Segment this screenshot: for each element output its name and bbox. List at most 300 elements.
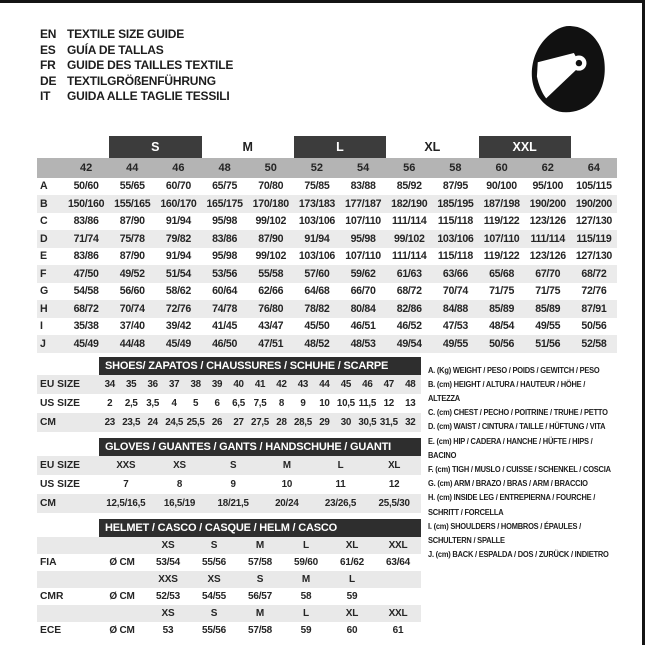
size-value: 48/54 bbox=[489, 320, 515, 333]
table-cell: S bbox=[237, 571, 283, 588]
row-label: J bbox=[40, 337, 46, 350]
table-cell: 16,5/19 bbox=[153, 494, 207, 513]
size-value: 57/60 bbox=[304, 267, 330, 280]
table-cell: 28 bbox=[271, 413, 292, 432]
legend-item: F. (cm) TIGH / MUSLO / CUISSE / SCHENKEL / COSCIA bbox=[428, 463, 611, 474]
column-header: 58 bbox=[449, 161, 462, 174]
table-cell: 59 bbox=[346, 590, 358, 602]
table-cell: 20/24 bbox=[260, 494, 314, 513]
column-header: 48 bbox=[218, 161, 231, 174]
size-value: 46/50 bbox=[212, 337, 238, 350]
size-value: 62/66 bbox=[258, 285, 284, 298]
size-value: 50/60 bbox=[73, 180, 99, 193]
column-header: 52 bbox=[310, 161, 324, 174]
table-cell: 61 bbox=[392, 624, 404, 636]
table-cell: 43 bbox=[292, 375, 313, 394]
table-cell: M bbox=[237, 537, 283, 554]
table-cell: 53/54 bbox=[155, 556, 181, 568]
size-value: 74/78 bbox=[212, 302, 238, 315]
table-cell: L bbox=[314, 456, 368, 475]
table-cell: 57/58 bbox=[247, 556, 273, 568]
measurement-legend bbox=[428, 363, 614, 562]
helmet-size-table bbox=[37, 519, 421, 639]
row-label: I bbox=[40, 320, 43, 333]
size-value: 53/56 bbox=[212, 267, 238, 280]
table-cell: L bbox=[283, 605, 329, 622]
size-value: 65/68 bbox=[489, 267, 515, 280]
size-value: 71/74 bbox=[73, 232, 99, 245]
size-value: 182/190 bbox=[391, 197, 428, 210]
size-value: 103/106 bbox=[298, 250, 336, 263]
size-row-i bbox=[37, 318, 617, 336]
table-row bbox=[37, 571, 421, 588]
column-header-row bbox=[37, 158, 617, 178]
legend-item: C. (cm) CHEST / PECHO / POITRINE / TRUHE / PETTO bbox=[428, 407, 608, 418]
table-cell: 30 bbox=[335, 413, 356, 432]
column-header: 46 bbox=[172, 161, 185, 174]
row-label: F bbox=[40, 267, 47, 280]
size-value: 43/47 bbox=[258, 320, 284, 333]
table-cell: 61/62 bbox=[339, 556, 365, 568]
table-cell: 58 bbox=[300, 590, 312, 602]
table-row bbox=[37, 537, 421, 554]
size-value: 85/92 bbox=[396, 180, 422, 193]
accessory-tables bbox=[37, 357, 421, 639]
size-value: 99/102 bbox=[255, 250, 287, 263]
row-label: A bbox=[40, 180, 48, 193]
row-label bbox=[37, 605, 99, 622]
table-cell: XXL bbox=[375, 537, 421, 554]
size-value: 95/98 bbox=[212, 250, 238, 263]
gloves-table-title: GLOVES / GUANTES / GANTS / HANDSCHUHE / GUANTI bbox=[99, 438, 421, 456]
size-value: 60/64 bbox=[212, 285, 238, 298]
table-cell: L bbox=[283, 537, 329, 554]
language-title: GUIDE DES TAILLES TEXTILE bbox=[67, 58, 234, 72]
table-cell: M bbox=[260, 456, 314, 475]
size-value: 103/106 bbox=[437, 232, 474, 245]
table-cell: 39 bbox=[206, 375, 227, 394]
table-cell: 57/58 bbox=[247, 624, 273, 636]
row-label: ECE bbox=[40, 624, 62, 636]
size-value: 91/94 bbox=[165, 250, 191, 263]
legend-item: E. (cm) HIP / CADERA / HANCHE / HÜFTE / HIPS / BACINO bbox=[428, 435, 593, 460]
table-cell: 4 bbox=[171, 397, 177, 409]
table-cell: M bbox=[237, 605, 283, 622]
size-value: 75/78 bbox=[119, 232, 145, 245]
column-header: 42 bbox=[79, 161, 93, 174]
size-value: 67/70 bbox=[535, 267, 561, 280]
size-value: 107/110 bbox=[345, 215, 381, 228]
table-cell: 38 bbox=[185, 375, 206, 394]
size-value: 165/175 bbox=[206, 197, 243, 210]
table-cell: XXS bbox=[99, 456, 153, 475]
size-value: 55/58 bbox=[258, 267, 284, 280]
table-cell: XL bbox=[329, 605, 375, 622]
language-title: GUIDA ALLE TAGLIE TESSILI bbox=[67, 89, 230, 103]
table-cell bbox=[375, 571, 421, 588]
table-cell: 47 bbox=[378, 375, 399, 394]
size-value: 51/56 bbox=[535, 337, 561, 350]
size-value: 70/74 bbox=[119, 302, 145, 315]
size-value: 49/52 bbox=[119, 267, 145, 280]
size-value: 72/76 bbox=[581, 285, 607, 298]
size-value: 127/130 bbox=[575, 250, 613, 263]
table-cell: 12 bbox=[383, 397, 394, 409]
size-value: 70/74 bbox=[442, 285, 468, 298]
row-label: CM bbox=[37, 494, 99, 513]
language-code: IT bbox=[40, 89, 51, 103]
table-cell: 18/21,5 bbox=[206, 494, 260, 513]
table-row bbox=[37, 456, 421, 475]
size-row-h bbox=[37, 300, 617, 318]
legend-item: J. (cm) BACK / ESPALDA / DOS / ZURÜCK / INDIETRO bbox=[428, 549, 609, 560]
language-code: DE bbox=[40, 73, 57, 88]
row-label: H bbox=[40, 302, 48, 315]
table-cell bbox=[99, 537, 145, 554]
table-cell: 23/26,5 bbox=[314, 494, 368, 513]
row-label: EU SIZE bbox=[37, 375, 99, 394]
size-value: 47/51 bbox=[258, 337, 284, 350]
row-label bbox=[37, 537, 99, 554]
table-cell: XS bbox=[153, 456, 207, 475]
row-label: B bbox=[40, 197, 48, 210]
table-cell: 35 bbox=[120, 375, 141, 394]
size-value: 50/56 bbox=[581, 320, 607, 333]
table-cell: 40 bbox=[228, 375, 249, 394]
row-label: C bbox=[40, 215, 48, 228]
language-code: ES bbox=[40, 42, 56, 57]
language-code: FR bbox=[40, 58, 56, 72]
row-label: D bbox=[40, 232, 48, 245]
table-cell bbox=[375, 588, 421, 605]
table-cell: 9 bbox=[300, 397, 306, 409]
table-cell: 30,5 bbox=[357, 413, 378, 432]
size-value: 75/85 bbox=[304, 180, 330, 193]
size-value: 39/42 bbox=[165, 320, 191, 333]
table-cell: 41 bbox=[249, 375, 270, 394]
size-group-m: M bbox=[242, 139, 253, 154]
corner-cell bbox=[37, 158, 63, 178]
row-label: EU SIZE bbox=[37, 456, 99, 475]
table-cell: 29 bbox=[314, 413, 335, 432]
shoes-table-title: SHOES/ ZAPATOS / CHAUSSURES / SCHUHE / SCARPE bbox=[99, 357, 421, 375]
size-value: 84/88 bbox=[442, 302, 468, 315]
table-cell: 24 bbox=[142, 413, 163, 432]
size-value: 49/55 bbox=[535, 320, 561, 333]
column-header: 64 bbox=[587, 161, 601, 174]
size-value: 111/114 bbox=[392, 250, 427, 263]
size-row-c bbox=[37, 213, 617, 231]
row-label: CMR bbox=[40, 590, 64, 602]
size-value: 68/72 bbox=[581, 267, 607, 280]
size-value: 83/86 bbox=[73, 215, 99, 228]
table-cell: 31,5 bbox=[378, 413, 399, 432]
column-header: 50 bbox=[264, 161, 277, 174]
row-label bbox=[37, 571, 99, 588]
table-cell: 59 bbox=[300, 624, 312, 636]
size-value: 119/122 bbox=[483, 215, 520, 228]
size-value: 91/94 bbox=[304, 232, 330, 245]
size-value: 91/94 bbox=[165, 215, 191, 228]
table-cell: 59/60 bbox=[293, 556, 319, 568]
table-cell: 52/53 bbox=[155, 590, 181, 602]
row-label: E bbox=[40, 250, 47, 263]
size-value: 111/114 bbox=[392, 215, 427, 228]
size-value: 185/195 bbox=[437, 197, 474, 210]
size-value: 187/198 bbox=[483, 197, 520, 210]
column-header: 54 bbox=[356, 161, 370, 174]
table-cell: 27 bbox=[228, 413, 249, 432]
size-value: 90/100 bbox=[486, 180, 517, 193]
size-value: 56/60 bbox=[119, 285, 145, 298]
size-row-f bbox=[37, 265, 617, 283]
legend-item: G. (cm) ARM / BRAZO / BRAS / ARM / BRACCIO bbox=[428, 478, 588, 489]
legend-item: I. (cm) SHOULDERS / HOMBROS / ÉPAULES / SCHULTERN / SPALLE bbox=[428, 520, 581, 545]
size-value: 115/118 bbox=[437, 215, 473, 228]
size-row-d bbox=[37, 230, 617, 248]
table-cell: 7,5 bbox=[253, 397, 267, 409]
table-cell: XL bbox=[329, 537, 375, 554]
language-code: EN bbox=[40, 27, 57, 41]
size-value: 111/114 bbox=[530, 232, 565, 245]
table-cell: 11 bbox=[335, 478, 346, 490]
size-value: 155/165 bbox=[114, 197, 151, 210]
size-value: 68/72 bbox=[396, 285, 422, 298]
size-value: 49/55 bbox=[442, 337, 468, 350]
size-row-b bbox=[37, 195, 617, 213]
size-value: 37/40 bbox=[119, 320, 145, 333]
table-cell: 44 bbox=[314, 375, 335, 394]
table-cell: M bbox=[283, 571, 329, 588]
table-cell: 42 bbox=[271, 375, 292, 394]
table-cell: XS bbox=[191, 571, 237, 588]
size-value: 115/118 bbox=[437, 250, 473, 263]
size-value: 115/119 bbox=[576, 232, 612, 245]
size-group-l: L bbox=[294, 136, 386, 158]
table-cell: 45 bbox=[335, 375, 356, 394]
table-cell: 32 bbox=[400, 413, 421, 432]
legend-item: D. (cm) WAIST / CINTURA / TAILLE / HÜFTUNG / VITA bbox=[428, 421, 606, 432]
size-value: 44/48 bbox=[119, 337, 145, 350]
column-header: 56 bbox=[403, 161, 416, 174]
table-cell: XXL bbox=[375, 605, 421, 622]
table-row bbox=[37, 375, 421, 394]
size-group-xl: XL bbox=[424, 139, 441, 154]
column-header: 60 bbox=[495, 161, 508, 174]
size-value: 65/75 bbox=[212, 180, 238, 193]
table-cell: L bbox=[329, 571, 375, 588]
table-cell: 60 bbox=[346, 624, 358, 636]
size-value: 72/76 bbox=[165, 302, 191, 315]
table-cell: 63/64 bbox=[385, 556, 411, 568]
table-row bbox=[37, 394, 421, 413]
size-group-s: S bbox=[109, 136, 201, 158]
table-row bbox=[37, 588, 421, 605]
legend-item: A. (Kg) WEIGHT / PESO / POIDS / GEWITCH / PESO bbox=[428, 364, 600, 375]
size-value: 123/126 bbox=[529, 215, 566, 228]
table-cell: 28,5 bbox=[292, 413, 313, 432]
size-value: 48/52 bbox=[304, 337, 330, 350]
size-value: 71/75 bbox=[489, 285, 515, 298]
size-value: 119/122 bbox=[483, 250, 520, 263]
size-value: 177/187 bbox=[344, 197, 382, 210]
size-value: 35/38 bbox=[73, 320, 99, 333]
size-band-row bbox=[37, 136, 617, 158]
size-value: 71/75 bbox=[535, 285, 561, 298]
size-value: 150/160 bbox=[67, 197, 105, 210]
size-value: 160/170 bbox=[160, 197, 197, 210]
size-value: 95/98 bbox=[212, 215, 238, 228]
table-cell: XL bbox=[367, 456, 421, 475]
size-value: 61/63 bbox=[396, 267, 422, 280]
table-cell: 6,5 bbox=[232, 397, 245, 409]
size-value: 78/82 bbox=[304, 302, 330, 315]
size-value: 49/54 bbox=[396, 337, 422, 350]
size-value: 87/91 bbox=[581, 302, 607, 315]
table-cell: 11,5 bbox=[358, 397, 376, 409]
table-cell: 2,5 bbox=[124, 397, 138, 409]
table-cell: 34 bbox=[99, 375, 120, 394]
size-value: 190/200 bbox=[575, 197, 613, 210]
size-value: 173/183 bbox=[298, 197, 336, 210]
size-row-a bbox=[37, 178, 617, 196]
size-value: 80/84 bbox=[350, 302, 376, 315]
column-header: 44 bbox=[126, 161, 139, 174]
table-cell: 8 bbox=[278, 397, 285, 409]
table-cell: 10 bbox=[319, 397, 330, 409]
table-cell: 48 bbox=[400, 375, 421, 394]
size-row-g bbox=[37, 283, 617, 301]
textile-size-table bbox=[37, 136, 617, 353]
table-cell: 8 bbox=[176, 478, 183, 490]
size-row-j bbox=[37, 335, 617, 353]
size-value: 99/102 bbox=[393, 232, 425, 245]
size-value: 83/86 bbox=[73, 250, 99, 263]
bottom-section bbox=[37, 357, 642, 639]
table-cell: Ø CM bbox=[109, 624, 135, 636]
table-cell: XXS bbox=[145, 571, 191, 588]
size-value: 85/89 bbox=[535, 302, 561, 315]
table-cell: 55/56 bbox=[201, 556, 227, 568]
size-value: 70/80 bbox=[258, 180, 284, 193]
table-cell bbox=[99, 571, 145, 588]
table-cell: Ø CM bbox=[109, 590, 135, 602]
table-row bbox=[37, 554, 421, 571]
size-value: 45/49 bbox=[165, 337, 191, 350]
row-label: US SIZE bbox=[40, 397, 81, 409]
table-cell: 12 bbox=[388, 478, 400, 490]
table-cell: 37 bbox=[163, 375, 184, 394]
table-cell bbox=[99, 605, 145, 622]
table-cell: 55/56 bbox=[201, 624, 227, 636]
helmet-icon bbox=[526, 23, 610, 115]
table-row bbox=[37, 605, 421, 622]
table-cell: S bbox=[191, 537, 237, 554]
language-title: TEXTILE SIZE GUIDE bbox=[67, 27, 185, 41]
size-value: 95/100 bbox=[532, 180, 564, 193]
table-cell: 24,5 bbox=[163, 413, 184, 432]
size-value: 48/53 bbox=[350, 337, 376, 350]
size-value: 45/49 bbox=[73, 337, 99, 350]
size-value: 87/90 bbox=[119, 250, 145, 263]
size-value: 41/45 bbox=[212, 320, 238, 333]
table-cell: 53 bbox=[162, 624, 174, 636]
size-value: 68/72 bbox=[73, 302, 99, 315]
legend-item: H. (cm) INSIDE LEG / ENTREPIERNA / FOURCHE / SCHRITT / FORCELLA bbox=[428, 492, 596, 517]
size-value: 82/86 bbox=[396, 302, 422, 315]
table-cell: 46 bbox=[357, 375, 378, 394]
size-value: 60/70 bbox=[165, 180, 191, 193]
table-cell: 23,5 bbox=[120, 413, 141, 432]
size-value: 87/95 bbox=[442, 180, 468, 193]
table-row bbox=[37, 494, 421, 513]
shoes-size-table bbox=[37, 357, 421, 432]
size-value: 105/115 bbox=[576, 180, 612, 193]
table-row bbox=[37, 413, 421, 432]
size-value: 63/66 bbox=[442, 267, 468, 280]
size-value: 79/82 bbox=[165, 232, 191, 245]
language-title: GUÍA DE TALLAS bbox=[67, 42, 164, 57]
table-cell: 10 bbox=[281, 478, 293, 490]
size-value: 95/98 bbox=[350, 232, 376, 245]
table-cell: 23 bbox=[99, 413, 120, 432]
table-cell: 6 bbox=[214, 397, 220, 409]
table-cell: Ø CM bbox=[109, 556, 135, 568]
size-value: 47/53 bbox=[442, 320, 468, 333]
row-label: CM bbox=[37, 413, 99, 432]
size-value: 123/126 bbox=[529, 250, 566, 263]
size-value: 83/88 bbox=[350, 180, 376, 193]
table-cell: 26 bbox=[206, 413, 227, 432]
size-value: 127/130 bbox=[575, 215, 613, 228]
size-value: 50/56 bbox=[489, 337, 515, 350]
size-value: 83/86 bbox=[212, 232, 238, 245]
size-value: 99/102 bbox=[255, 215, 287, 228]
table-cell: 12,5/16,5 bbox=[99, 494, 153, 513]
table-cell: 27,5 bbox=[249, 413, 270, 432]
table-cell: 3,5 bbox=[146, 397, 160, 409]
table-row bbox=[37, 475, 421, 494]
size-value: 87/90 bbox=[119, 215, 145, 228]
table-cell: S bbox=[206, 456, 260, 475]
size-value: 170/180 bbox=[252, 197, 289, 210]
table-cell: 56/57 bbox=[247, 590, 273, 602]
row-label: US SIZE bbox=[40, 478, 81, 490]
size-value: 46/52 bbox=[396, 320, 422, 333]
size-value: 103/106 bbox=[298, 215, 336, 228]
table-cell: 9 bbox=[230, 478, 236, 490]
size-value: 76/80 bbox=[258, 302, 284, 315]
row-label: G bbox=[40, 285, 48, 298]
table-cell: 10,5 bbox=[336, 397, 355, 409]
table-cell: 2 bbox=[107, 397, 113, 409]
table-cell: 54/55 bbox=[201, 590, 227, 602]
size-row-e bbox=[37, 248, 617, 266]
size-value: 85/89 bbox=[489, 302, 515, 315]
gloves-size-table bbox=[37, 438, 421, 513]
size-value: 59/62 bbox=[350, 267, 376, 280]
size-value: 52/58 bbox=[581, 337, 607, 350]
size-value: 47/50 bbox=[73, 267, 99, 280]
table-cell: 5 bbox=[193, 397, 199, 409]
table-cell: 25,5/30 bbox=[367, 494, 421, 513]
helmet-table-title: HELMET / CASCO / CASQUE / HELM / CASCO bbox=[99, 519, 421, 537]
table-cell: 13 bbox=[405, 397, 416, 409]
size-value: 64/68 bbox=[304, 285, 330, 298]
size-value: 107/110 bbox=[483, 232, 520, 245]
size-value: 55/65 bbox=[119, 180, 145, 193]
size-value: 46/51 bbox=[350, 320, 376, 333]
